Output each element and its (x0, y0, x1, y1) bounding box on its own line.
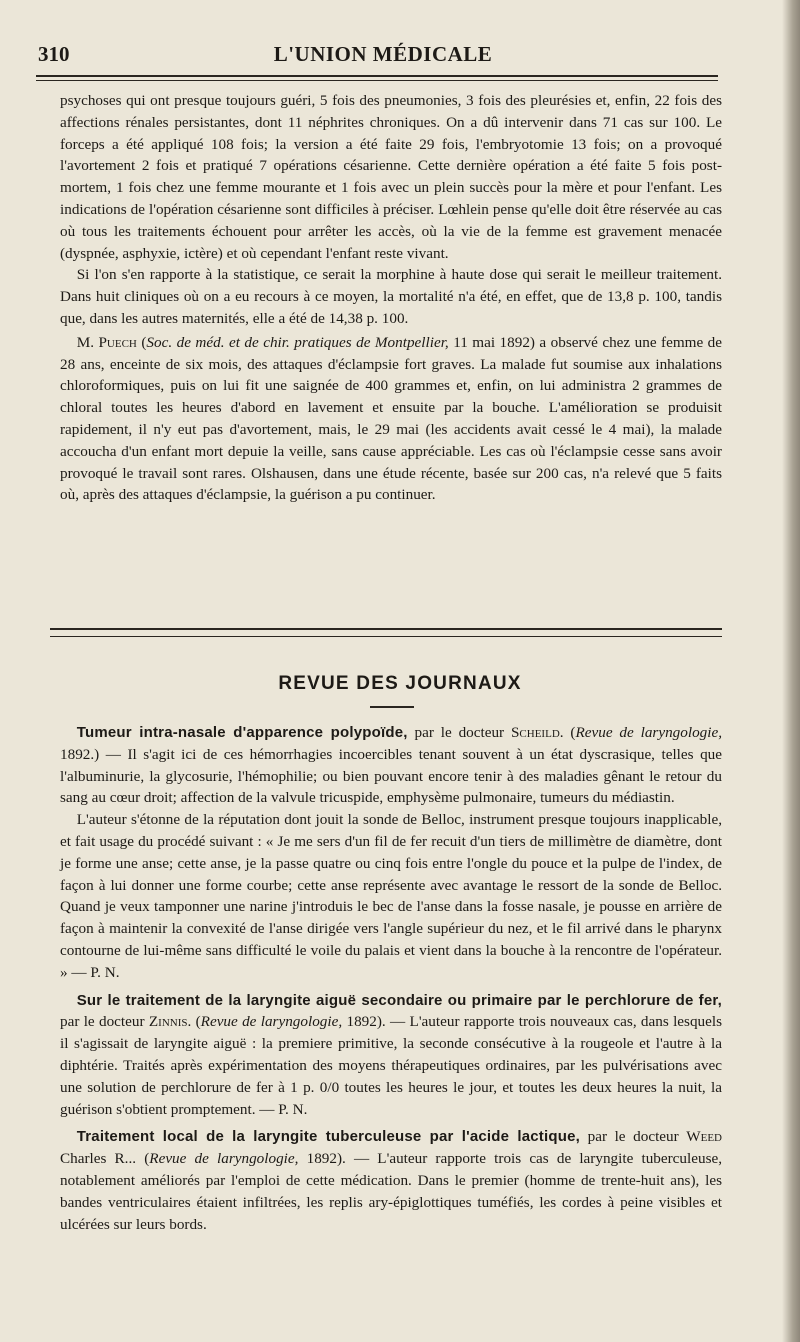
paragraph-text: 11 mai 1892) a observé chez une femme de 28 ans, enceinte de six mois, des attaques d'éclampsie fort graves. La malade fut soumise aux inhalations chloroformiques, puis on lui fit une saignée de 400 grammes et, enfin, on lui administra 2 grammes de chloral toutes les heures d'abord en lavement et ensuite par la bouche. L'amélioration se produisit rapidement, il n'y eut pas d'avortement, mais, le 29 mai (les accidents avait cessé le 4 mai), la malade accoucha d'un enfant mort depuie la veille, sans cause appréciable. Les cas où l'éclampsie cesse sans avoir provoqué le travail sont rares. Olshausen, dans une étude récente, basée sur 200 cas, n'a relevé que 5 faits où, après des attaques d'éclampsie, la guérison a pu continuer. (60, 333, 722, 504)
paragraph: M. Puech (Soc. de méd. et de chir. pratiques de Montpellier, 11 mai 1892) a observé chez une femme de 28 ans, enceinte de six mois, des attaques d'éclampsie fort graves. La malade fut soumise aux inhalations chloroformiques, puis on lui fit une saignée de 400 grammes et, enfin, on lui administra 2 grammes de chloral toutes les heures d'abord en lavement et ensuite par la bouche. L'amélioration se produisit rapidement, il n'y eut pas d'avortement, mais, le 29 mai (les accidents avait cessé le 4 mai), la malade accoucha d'un enfant mort depuie la veille, sans cause appréciable. Les cas où l'éclampsie cesse sans avoir provoqué le travail sont rares. Olshausen, dans une étude récente, basée sur 200 cas, n'a relevé que 5 faits où, après des attaques d'éclampsie, la guérison a pu continuer. (60, 333, 722, 504)
source-citation: Revue de laryngologie, (575, 724, 723, 741)
header-rule (36, 75, 718, 81)
author-name: M. Puech (76, 333, 137, 351)
byline: par le docteur (587, 1128, 679, 1146)
continued-article (60, 90, 722, 506)
article: Sur le traitement de la laryngite aiguë secondaire ou primaire par le perchlorure de fer, par le docteur Zinnis. (Revue de laryngologie, 1892). — L'auteur rapporte trois nouveaux cas, dans lesquels il s'agissait de laryngite aiguë : la premiere primitive, la seconde consécutive à la rougeole et l'autre à la diphtérie. Traités après expérimentation des moyens thérapeutiques ordinaires, par les pulvérisations avec une solution de perchlorure de fer à 1 p. 0/0 toutes les heures le jour, et toutes les deux heures la nuit, la guérison s'obtient promptement. — P. N. (60, 991, 723, 1118)
article-title: Tumeur intra-nasale d'apparence polypoïde, (76, 724, 408, 741)
paragraph: Si l'on s'en rapporte à la statistique, ce serait la morphine à haute dose qui serait le meilleur traitement. Dans huit cliniques où on a eu recours à ce moyen, la mortalité n'a été, en effet, que de 13,8 p. 100, tandis que, dans les autres maternités, elle a été de 14,38 p. 100. (60, 266, 722, 327)
author-name-rest: Charles R... (60, 1150, 137, 1168)
page-header (38, 38, 728, 72)
journal-reviews (60, 722, 722, 1235)
article-title: Sur le traitement de la laryngite aiguë secondaire ou primaire par le perchlorure de fer, (76, 991, 722, 1009)
article-text: 1892). — L'auteur rapporte trois nouveaux cas, dans lesquels il s'agissait de laryngite aiguë : la premiere primitive, la seconde consécutive à la rougeole et l'autre à la diphtérie. Traités après expérimentation des moyens thérapeutiques ordinaires, par les pulvérisations avec une solution de perchlorure de fer à 1 p. 0/0 toutes les heures le jour, et toutes les deux heures la nuit, la guérison s'obtient promptement. — P. N. (60, 1013, 723, 1118)
byline: par le docteur (414, 724, 505, 741)
section-title: REVUE DES JOURNAUX (278, 673, 522, 694)
source-citation: Revue de laryngologie, (149, 1150, 299, 1168)
article: Tumeur intra-nasale d'apparence polypoïde, par le docteur Scheild. (Revue de laryngologie, 1892.) — Il s'agit ici de ces hémorrhagies incoercibles tenant souvent à un état dyscrasique, telles que l'albuminurie, la glycosurie, l'hémophilie; ou bien pouvant encore tenir à des maladies gênant le retour du sang au cœur droit; affection de la valvule tricuspide, emphysème pulmonaire, tumeurs du médiastin. (60, 724, 723, 807)
section-divider (50, 628, 722, 637)
article-title: Traitement local de la laryngite tuberculeuse par l'acide lactique, (76, 1128, 581, 1146)
article-text: 1892.) — Il s'agit ici de ces hémorrhagies incoercibles tenant souvent à un état dyscrasique, telles que l'albuminurie, la glycosurie, l'hémophilie; ou bien pouvant encore tenir à des maladies gênant le retour du sang au cœur droit; affection de la valvule tricuspide, emphysème pulmonaire, tumeurs du médiastin. (60, 745, 722, 807)
running-title: L'UNION MÉDICALE (273, 42, 493, 66)
byline: par le docteur (60, 1013, 145, 1031)
source-citation: Revue de laryngologie, (200, 1013, 343, 1031)
source-citation: Soc. de méd. et de chir. pratiques de Montpellier, (146, 333, 449, 351)
author-name: Scheild. (510, 724, 564, 741)
paragraph: psychoses qui ont presque toujours guéri, 5 fois des pneumonies, 3 fois des pleurésies et, enfin, 22 fois des affections rénales persistantes, dont 11 néphrites chroniques. On a dû intervenir dans 71 cas sur 100. Le forceps a été appliqué 108 fois; la version a été faite 29 fois, l'embryotomie 13 fois; on a provoqué l'avortement 2 fois et pratiqué 7 opérations césarienne. Cette dernière opération a été faite 5 fois post-mortem, 1 fois chez une femme mourante et 1 fois avec un plein succès pour la mère et pour l'enfant. Les indications de l'opération césarienne sont difficiles à préciser. Lœhlein pense qu'elle doit être réservée au cas où tous les traitements échouent pour arrêter les accès, où la vie de la femme est gravement menacée (dyspnée, asphyxie, ictère) et où cependant l'enfant reste vivant. (60, 92, 722, 262)
author-name: Zinnis. (148, 1013, 192, 1031)
article-text: 1892). — L'auteur rapporte trois cas de laryngite tuberculeuse, notablement améliorés par l'emploi de cette médication. Dans le premier (homme de trente-huit ans), les bandes ventriculaires étaient infiltrées, les replis ary-épiglottiques tuméfiés, les cordes à peine visibles et ulcérées sur leurs bords. (60, 1150, 723, 1233)
article: Traitement local de la laryngite tuberculeuse par l'acide lactique, par le docteur Weed Charles R... (Revue de laryngologie, 1892). — L'auteur rapporte trois cas de laryngite tuberculeuse, notablement améliorés par l'emploi de cette médication. Dans le premier (homme de trente-huit ans), les bandes ventriculaires étaient infiltrées, les replis ary-épiglottiques tuméfiés, les cordes à peine visibles et ulcérées sur leurs bords. (60, 1128, 723, 1233)
title-underline (370, 706, 414, 708)
author-name: Weed (686, 1128, 722, 1146)
article-paragraph: L'auteur s'étonne de la réputation dont jouit la sonde de Belloc, instrument presque toujours inapplicable, et fait usage du procédé suivant : « Je me sers d'un fil de fer recuit d'un tiers de millimètre de diamètre, dont je forme une anse; cette anse, je la passe quatre ou cinq fois entre l'ongle du pouce et la pulpe de l'index, de façon à lui donner une forme courbe; cette anse représente avec avantage le ressort de la sonde de Belloc. Quand je veux tamponner une narine j'introduis le bec de l'anse dans la fosse nasale, je pousse en arrière de façon à maintenir la convexité de l'anse dirigée vers l'angle supérieur du nez, et le fil arrivé dans le pharynx contourne de lui-même sans difficulté le voile du palais et vient dans la bouche à la rencontre de l'opérateur. » — P. N. (60, 811, 722, 981)
page-number: 310 (38, 42, 70, 66)
page-edge-shadow (782, 0, 800, 1342)
